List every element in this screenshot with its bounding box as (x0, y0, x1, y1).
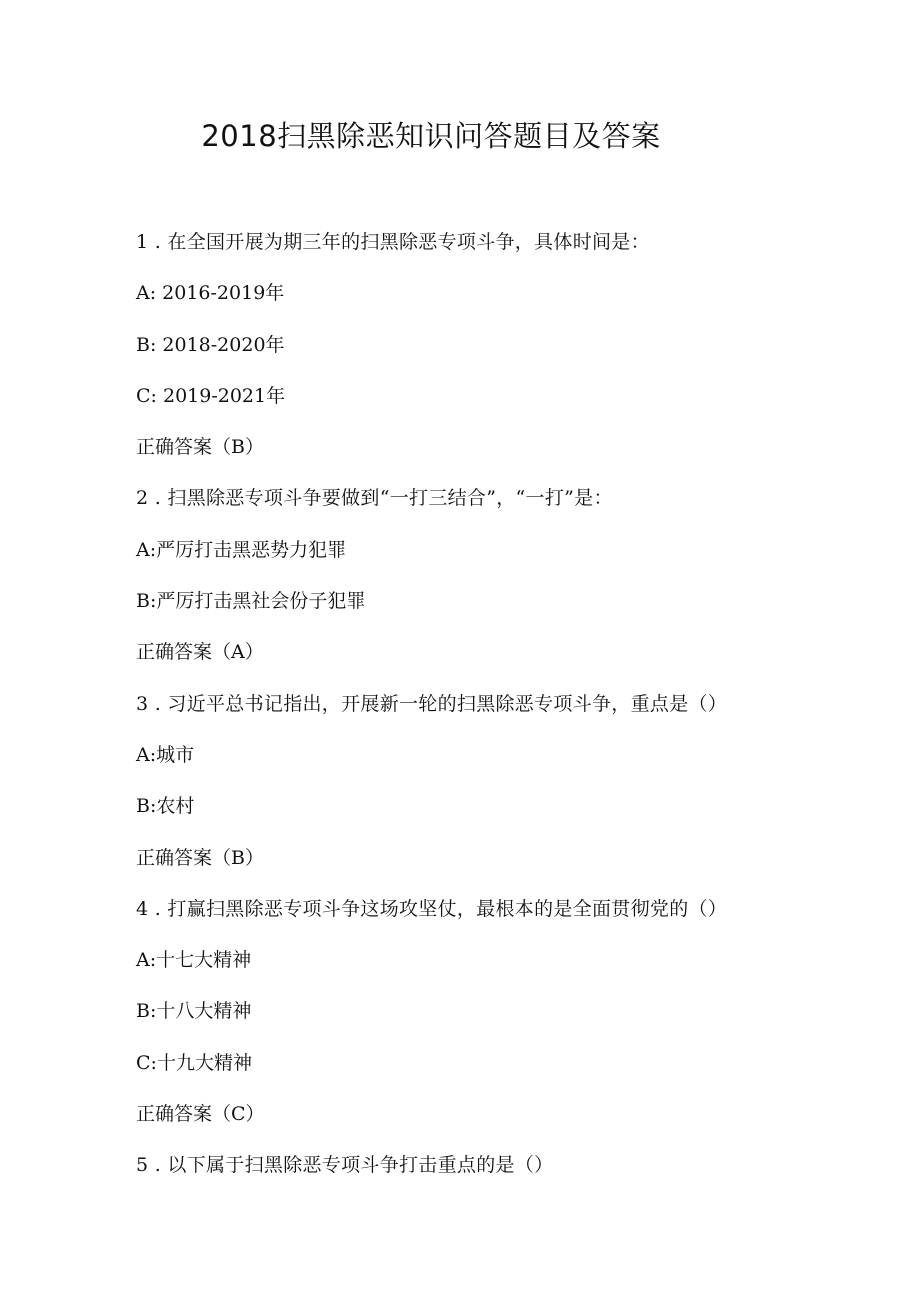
question-list (136, 228, 856, 1203)
answer-text: 正确答案（C） (136, 1103, 265, 1126)
question-text: 5 . 以下属于扫黑除恶专项斗争打击重点的是（） (136, 1154, 554, 1177)
answer-text: 正确答案（B） (136, 846, 264, 869)
question-text: 3 . 习近平总书记指出，开展新一轮的扫黑除恶专项斗争，重点是（） (136, 692, 728, 715)
option-text: C: 2019-2021年 (136, 384, 286, 407)
option-text: B:十八大精神 (136, 1000, 252, 1023)
answer-text: 正确答案（A） (136, 641, 264, 664)
option-text: A:十七大精神 (136, 949, 252, 972)
document-title: 2018扫黑除恶知识问答题目及答案 (201, 119, 661, 153)
option-text: A:城市 (136, 743, 195, 766)
question-text: 4 . 打赢扫黑除恶专项斗争这场攻坚仗，最根本的是全面贯彻党的（） (136, 897, 728, 920)
option-text: A:严厉打击黑恶势力犯罪 (136, 538, 347, 561)
question-text: 2 . 扫黑除恶专项斗争要做到“一打三结合”，“一打”是： (136, 487, 613, 510)
question-text: 1 . 在全国开展为期三年的扫黑除恶专项斗争，具体时间是： (136, 231, 650, 253)
option-text: C:十九大精神 (136, 1051, 252, 1074)
option-text: B:严厉打击黑社会份子犯罪 (136, 590, 366, 613)
option-text: A: 2016-2019年 (136, 282, 285, 305)
option-text: B:农村 (136, 795, 195, 818)
option-text: B: 2018-2020年 (136, 333, 285, 356)
answer-text: 正确答案（B） (136, 436, 264, 459)
